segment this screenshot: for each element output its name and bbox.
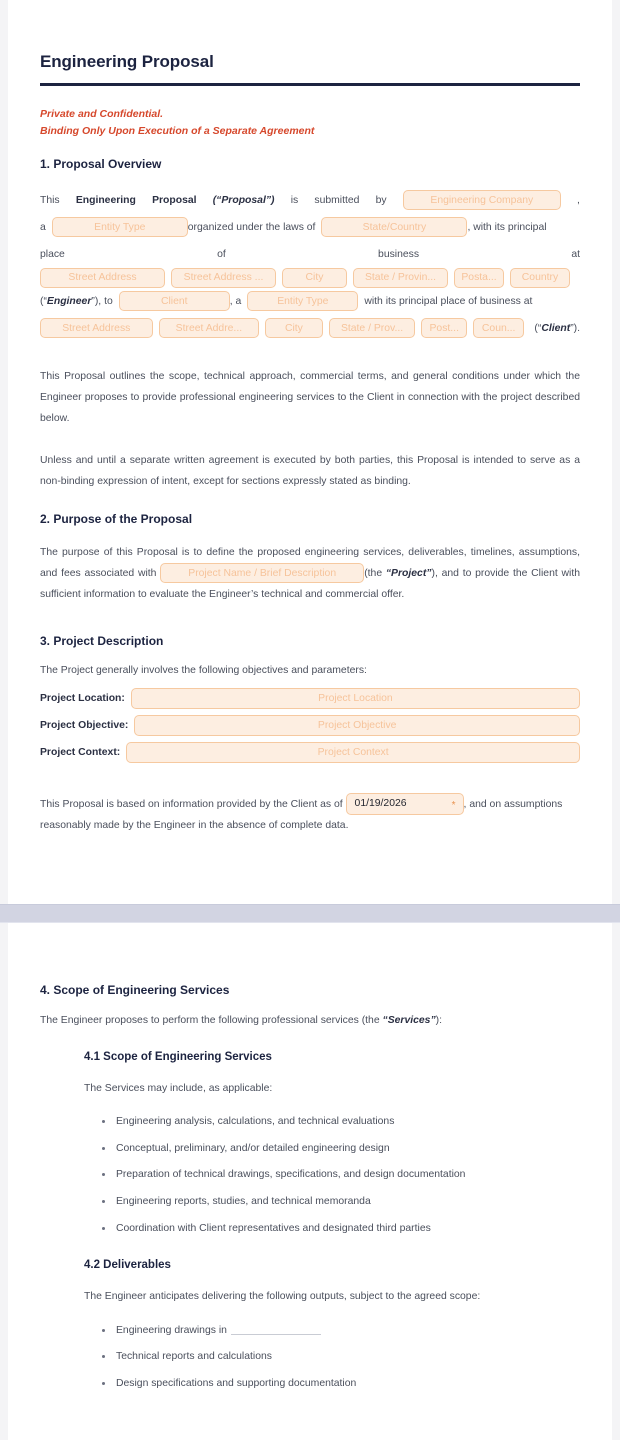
client-street-address-1-field[interactable]: Street Address: [40, 318, 153, 338]
project-objective-field[interactable]: Project Objective: [134, 715, 580, 736]
overview-line-4: [40, 288, 580, 315]
text-submitted: submitted: [314, 194, 360, 206]
text-business: business: [378, 248, 420, 260]
date-text-before: This Proposal is based on information provided by the Client as of: [40, 798, 343, 810]
client-name-field[interactable]: Client: [119, 291, 230, 311]
list-item-with-blank: [102, 1323, 580, 1339]
scope-intro-text-2: ):: [435, 1014, 443, 1026]
list-item: Engineering analysis, calculations, and technical evaluations: [102, 1114, 580, 1130]
subsection-4-1: [84, 1050, 580, 1392]
overview-line-1: [40, 187, 580, 214]
text-place: place: [40, 248, 65, 260]
project-description-lead-in: The Project generally involves the following objectives and parameters:: [40, 665, 367, 677]
required-marker: *: [451, 799, 456, 811]
list-item: Conceptual, preliminary, and/or detailed engineering design: [102, 1141, 580, 1157]
scope-intro-text-1: The Engineer proposes to perform the following professional services (the: [40, 1014, 383, 1026]
project-name-field[interactable]: Project Name / Brief Description: [160, 563, 364, 583]
client-postal-code-field[interactable]: Post...: [421, 318, 467, 338]
confidentiality-line-1: Private and Confidential.: [40, 108, 164, 121]
services-defined-term: “Services”: [382, 1014, 436, 1026]
project-objective-row: [40, 715, 580, 736]
deliverables-lead-in: The Engineer anticipates delivering the following outputs, subject to the agreed scope:: [84, 1291, 481, 1303]
document-page-2: [8, 923, 612, 1439]
section-2-heading: 2. Purpose of the Proposal: [40, 512, 193, 527]
deliverables-list: [84, 1323, 580, 1392]
confidentiality-notice: [40, 106, 580, 139]
text-comma: ,: [577, 194, 580, 206]
text-is: is: [290, 194, 299, 206]
confidentiality-line-2: Binding Only Upon Execution of a Separate Agreement: [40, 124, 315, 137]
section-4-heading: 4. Scope of Engineering Services: [40, 983, 230, 998]
overview-line-3: [40, 241, 580, 268]
engineer-street-address-2-field[interactable]: Street Address ...: [171, 268, 276, 288]
project-context-row: [40, 742, 580, 763]
client-city-field[interactable]: City: [265, 318, 322, 338]
text-engineering: Engineering: [75, 194, 136, 206]
text-this: This: [40, 194, 60, 206]
project-information-date-paragraph: [40, 793, 580, 836]
scope-intro: [40, 1013, 580, 1030]
deliverable-drawings-prefix: Engineering drawings in: [116, 1324, 227, 1336]
client-information-date-field[interactable]: [346, 793, 464, 815]
engineer-state-country-field[interactable]: State/Country: [321, 217, 467, 237]
date-text-after: , and on assumptions reasonably made by the Engineer in the absence of complete data.: [40, 798, 563, 831]
section-3-heading: 3. Project Description: [40, 633, 164, 648]
engineering-company-field[interactable]: Engineering Company: [403, 190, 561, 210]
text-proposal: Proposal: [152, 194, 197, 206]
list-item: Design specifications and supporting documentation: [102, 1376, 580, 1392]
project-defined-term: “Project”: [385, 568, 432, 580]
overview-paragraph-1: This Proposal outlines the scope, technical approach, commercial terms, and general conditions under which the Engineer proposes to provide professional engineering services to the Client in connection with the project described below.: [40, 370, 580, 425]
text-client-principal-place: with its principal place of business at: [364, 295, 533, 307]
section-4-1-heading: 4.1 Scope of Engineering Services: [84, 1050, 272, 1063]
list-item: Coordination with Client representatives and designated third parties: [102, 1221, 580, 1237]
project-context-field[interactable]: Project Context: [126, 742, 580, 763]
title-divider: [40, 83, 580, 86]
text-by: by: [375, 194, 387, 206]
purpose-text-the: (the: [364, 568, 383, 580]
client-country-field[interactable]: Coun...: [473, 318, 524, 338]
project-objective-label: Project Objective:: [40, 719, 129, 731]
text-engineer-defined: (“Engineer”), to: [40, 295, 113, 307]
client-entity-type-field[interactable]: Entity Type: [247, 291, 358, 311]
page-title: Engineering Proposal: [40, 52, 214, 71]
document-page-1: [8, 0, 612, 904]
list-item: Technical reports and calculations: [102, 1349, 580, 1365]
list-item: Preparation of technical drawings, specifications, and design documentation: [102, 1167, 580, 1183]
purpose-text-before: The purpose of this Proposal is to define the proposed engineering services, deliverables, timelines, assumptions, and fees associated with: [40, 546, 580, 580]
engineer-address-row: [40, 268, 580, 288]
text-client-defined: (“Client”).: [534, 322, 580, 334]
client-address-row: [40, 315, 580, 342]
text-a: a: [40, 221, 46, 233]
engineer-city-field[interactable]: City: [282, 268, 347, 288]
client-state-province-field[interactable]: State / Prov...: [329, 318, 416, 338]
engineer-postal-code-field[interactable]: Posta...: [454, 268, 504, 288]
overview-paragraph-2: Unless and until a separate written agreement is executed by both parties, this Proposal is intended to serve as a non-binding expression of intent, except for sections expressly stated as binding.: [40, 454, 580, 487]
section-4-2-heading: 4.2 Deliverables: [84, 1259, 171, 1272]
drawings-format-blank-field[interactable]: [231, 1323, 321, 1335]
overview-line-2: [40, 214, 580, 241]
project-location-field[interactable]: Project Location: [131, 688, 580, 709]
project-context-label: Project Context:: [40, 746, 121, 758]
section-1-heading: 1. Proposal Overview: [40, 156, 162, 171]
text-at: at: [571, 248, 580, 260]
engineer-entity-type-field[interactable]: Entity Type: [52, 217, 188, 237]
engineer-street-address-1-field[interactable]: Street Address: [40, 268, 165, 288]
engineer-state-province-field[interactable]: State / Provin...: [353, 268, 448, 288]
services-list: [84, 1114, 580, 1236]
text-with-principal: , with its principal: [467, 221, 547, 233]
purpose-paragraph: [40, 542, 580, 606]
client-street-address-2-field[interactable]: Street Addre...: [159, 318, 260, 338]
list-item: Engineering reports, studies, and technical memoranda: [102, 1194, 580, 1210]
text-organized-under: organized under the laws of: [187, 221, 316, 233]
page-break-separator: [0, 904, 620, 923]
engineer-country-field[interactable]: Country: [510, 268, 570, 288]
project-location-label: Project Location:: [40, 692, 125, 704]
date-value: 01/19/2026: [354, 797, 407, 809]
text-proposal-defined: (“Proposal”): [212, 194, 275, 206]
text-comma-a: , a: [229, 295, 242, 307]
services-lead-in: The Services may include, as applicable:: [84, 1082, 273, 1094]
purpose-text-after: ), and to provide the Client with sufficient information to evaluate the Engineer’s technical and commercial offer.: [40, 568, 580, 601]
text-of: of: [217, 248, 226, 260]
project-location-row: [40, 688, 580, 709]
